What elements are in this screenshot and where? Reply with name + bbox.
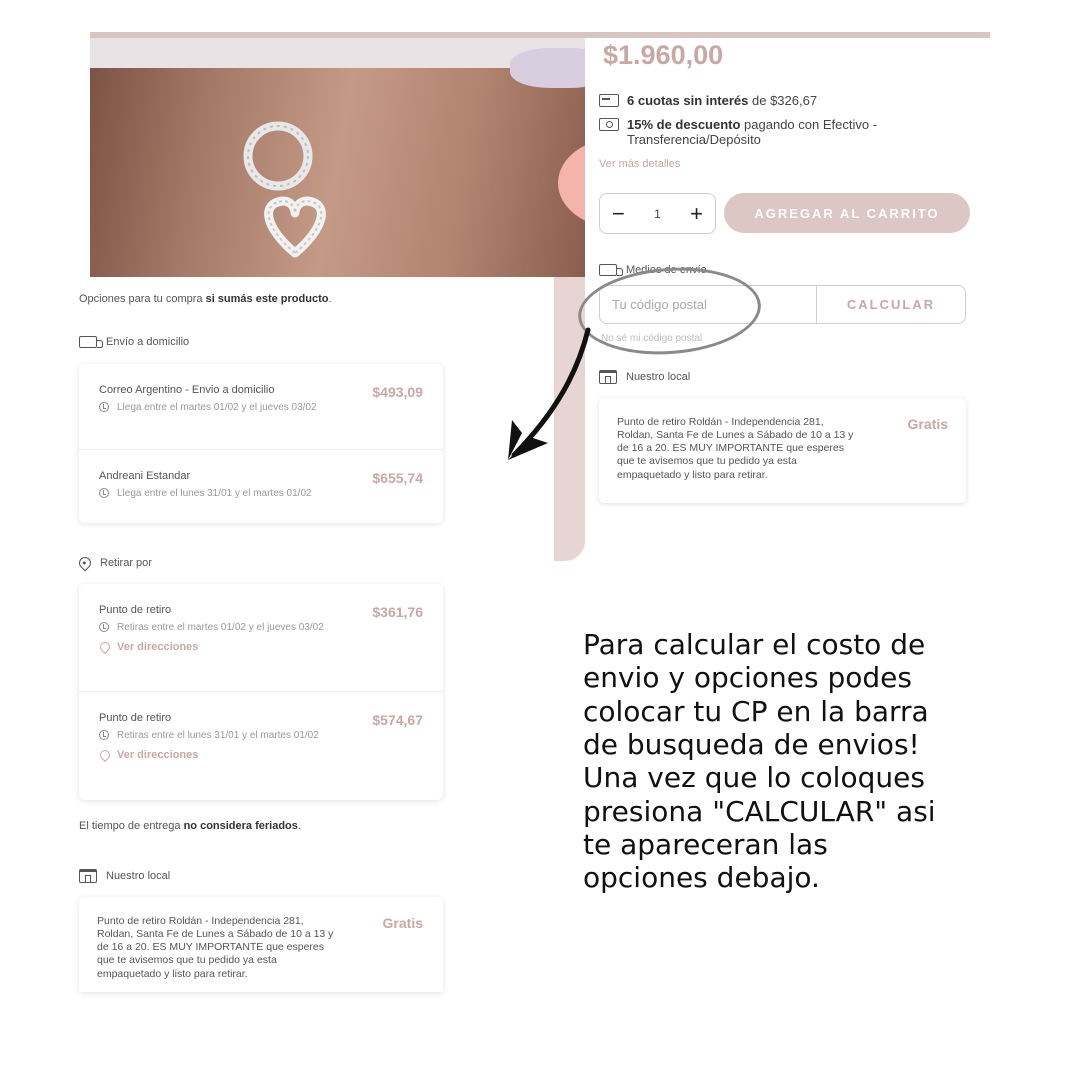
ellipse-annotation	[575, 262, 764, 361]
clock-icon	[99, 488, 109, 498]
option-price: $493,09	[372, 384, 423, 400]
instructions-line: colocar tu CP en la barra	[583, 694, 929, 728]
left-local-label: Nuestro local	[79, 869, 170, 883]
pickup-label: Retirar por	[79, 557, 152, 569]
store-icon	[599, 370, 617, 384]
truck-icon	[79, 336, 97, 348]
clock-icon	[99, 730, 109, 740]
instructions-line: presiona "CALCULAR" asi	[583, 794, 936, 828]
view-addresses-link[interactable]: Ver direcciones	[99, 749, 423, 761]
discount-info: 15% de descuento pagando con Efectivo - Transferencia/Depósito	[599, 117, 929, 147]
details-link[interactable]: Ver más detalles	[599, 158, 681, 170]
decrease-button[interactable]: −	[612, 200, 625, 226]
local-price: Gratis	[382, 915, 423, 931]
instructions-line: envio y opciones podes	[583, 661, 912, 695]
instructions-line: Para calcular el costo de	[583, 628, 926, 661]
pickup-card	[79, 584, 443, 800]
truck-icon	[599, 264, 617, 276]
clock-icon	[99, 622, 109, 632]
left-local-card[interactable]	[79, 897, 443, 992]
cash-icon	[599, 118, 619, 131]
pickup-option[interactable]: Punto de retiro Retiras entre el martes 01/02 y el jueves 03/02 Ver direcciones $361,76	[79, 584, 443, 692]
right-local-label: Nuestro local	[599, 370, 690, 384]
product-image	[90, 38, 585, 277]
store-icon	[79, 869, 97, 883]
pin-icon	[77, 555, 94, 572]
instructions-line: te apareceran las	[583, 827, 828, 861]
arrow-icon	[500, 325, 600, 465]
local-description: Punto de retiro Roldán - Independencia 281, Roldan, Santa Fe de Lunes a Sábado de 10 a 13 y de 16 a 20. ES MUY IMPORTANTE que esperes que te avisemos que tu pedido ya esta empaquetado y listo para retirar.	[97, 915, 334, 980]
option-price: $574,67	[372, 712, 423, 728]
view-addresses-link[interactable]: Ver direcciones	[99, 641, 423, 653]
increase-button[interactable]: +	[690, 200, 703, 226]
home-delivery-label: Envío a domicilio	[79, 336, 189, 348]
unknown-postal-code-link[interactable]: No sé mi código postal	[601, 333, 703, 344]
card-icon	[599, 94, 619, 107]
pin-icon	[98, 748, 112, 762]
home-delivery-card	[79, 364, 443, 523]
instructions-line: de busqueda de envios!	[583, 727, 920, 761]
results-intro: Opciones para tu compra si sumás este producto.	[79, 293, 332, 305]
shipping-option[interactable]: Andreani Estandar Llega entre el lunes 31/01 y el martes 01/02 $655,74	[99, 470, 423, 499]
local-description: Punto de retiro Roldán - Independencia 281, Roldan, Santa Fe de Lunes a Sábado de 10 a 13 y de 16 a 20. ES MUY IMPORTANTE que esperes que te avisemos que tu pedido ya esta empaquetado y listo para retirar.	[617, 416, 854, 481]
quantity-value[interactable]: 1	[654, 206, 661, 221]
delivery-note: El tiempo de entrega no considera feriados.	[79, 820, 301, 832]
local-price: Gratis	[907, 416, 948, 432]
installments-info: 6 cuotas sin interés de $326,67	[599, 93, 817, 108]
instructions-text	[583, 628, 983, 895]
right-local-card[interactable]	[599, 398, 966, 503]
quantity-stepper[interactable]	[599, 193, 716, 234]
calculate-button[interactable]: CALCULAR	[816, 286, 965, 323]
option-price: $361,76	[372, 604, 423, 620]
pickup-option[interactable]: Punto de retiro Retiras entre el lunes 31/01 y el martes 01/02 Ver direcciones $574,67	[99, 712, 423, 761]
shipping-option[interactable]: Correo Argentino - Envio a domicilio Llega entre el martes 01/02 y el jueves 03/02 $493,09	[79, 364, 443, 450]
clock-icon	[99, 402, 109, 412]
option-price: $655,74	[372, 470, 423, 486]
instructions-line: Una vez que lo coloques	[583, 761, 925, 795]
pin-icon	[98, 640, 112, 654]
add-to-cart-button[interactable]: AGREGAR AL CARRITO	[724, 193, 970, 233]
shipping-methods-label: Medios de envío	[599, 264, 707, 276]
product-price: $1.960,00	[603, 40, 724, 70]
instructions-line: opciones debajo.	[583, 861, 820, 895]
